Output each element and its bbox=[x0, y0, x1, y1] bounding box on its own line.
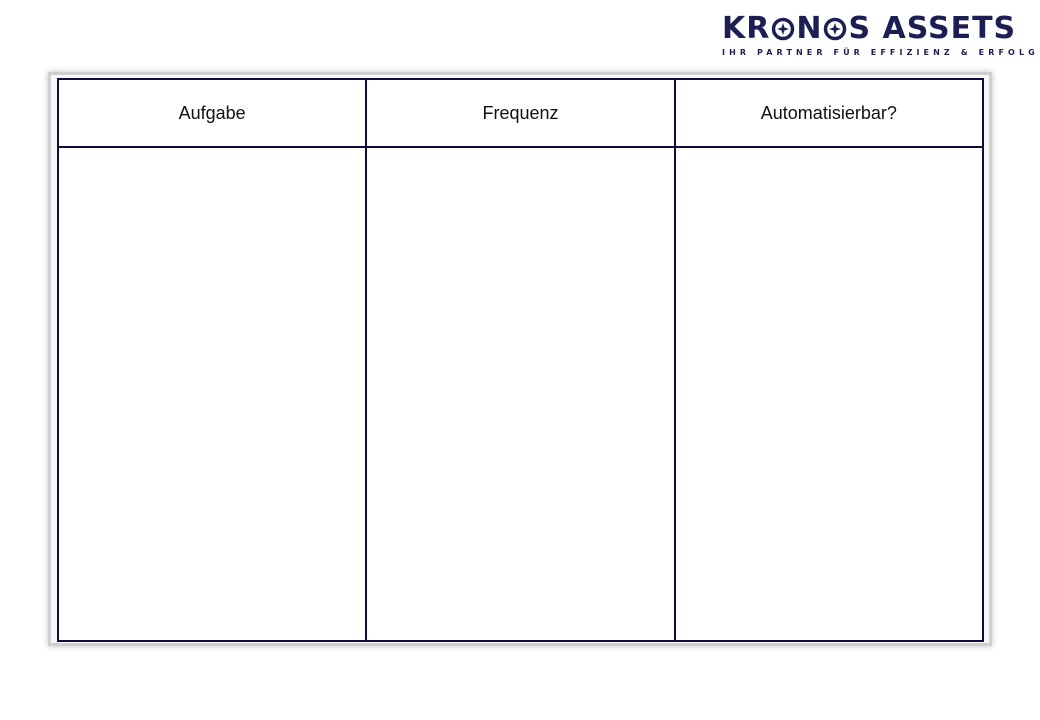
compass-o-icon bbox=[771, 17, 795, 41]
cell-automatisierbar[interactable] bbox=[675, 147, 983, 641]
column-header-automatisierbar: Automatisierbar? bbox=[675, 79, 983, 147]
brand-name-part2: N bbox=[796, 11, 823, 46]
compass-o-icon bbox=[823, 17, 847, 41]
brand-name-part1: KR bbox=[722, 11, 771, 46]
column-header-aufgabe: Aufgabe bbox=[58, 79, 366, 147]
table-row bbox=[58, 147, 983, 641]
brand-name-part3: S ASSETS bbox=[848, 11, 1017, 46]
table-header-row bbox=[58, 79, 983, 147]
task-table bbox=[57, 78, 984, 642]
brand-tagline: IHR PARTNER FÜR EFFIZIENZ & ERFOLG bbox=[722, 48, 1039, 57]
brand-name bbox=[722, 12, 1022, 46]
cell-frequenz[interactable] bbox=[366, 147, 674, 641]
company-logo bbox=[722, 11, 1039, 57]
column-header-frequenz: Frequenz bbox=[366, 79, 674, 147]
cell-aufgabe[interactable] bbox=[58, 147, 366, 641]
